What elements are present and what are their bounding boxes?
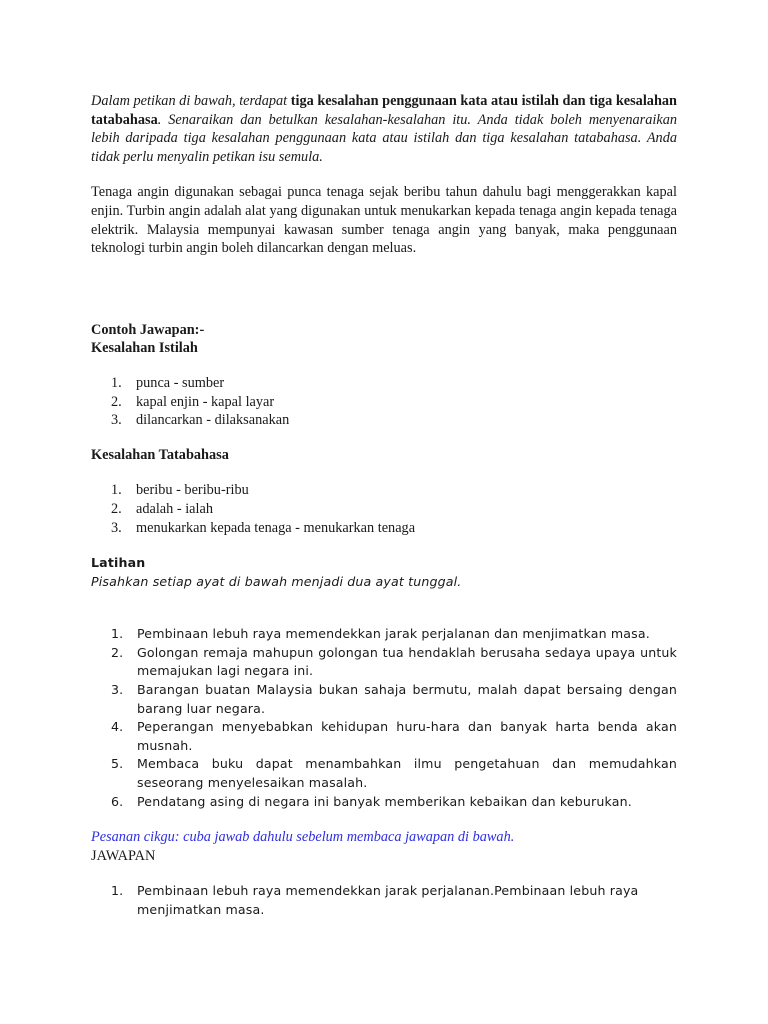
contoh-heading: Contoh Jawapan:- [91,321,205,338]
jawapan-list [91,882,677,919]
list-item: 5. Membaca buku dapat menambahkan ilmu pengetahuan dan memudahkan seseorang menyelesaikan masalah. [111,756,677,791]
list-item: 1. Pembinaan lebuh raya memendekkan jarak perjalanan.Pembinaan lebuh raya menjimatkan masa. [111,883,639,917]
list-item: 1. Pembinaan lebuh raya memendekkan jarak perjalanan dan menjimatkan masa. [111,626,650,642]
instruction-part3: . Senaraikan dan betulkan kesalahan-kesalahan itu. Anda tidak boleh menyenaraikan lebih daripada tiga kesalahan penggunaan kata atau istilah dan tiga kesalahan tatabahasa. Anda tidak perlu menyalin petikan isu semula. [91,111,677,165]
tatabahasa-list [91,481,677,537]
istilah-list [91,374,677,430]
latihan-heading: Latihan [91,555,146,571]
tatabahasa-heading: Kesalahan Tatabahasa [91,446,229,463]
instruction-part1: Dalam petikan di bawah, terdapat [91,93,291,109]
list-item: 2. adalah - ialah [111,500,213,517]
list-item: 2. Golongan remaja mahupun golongan tua hendaklah berusaha sedaya upaya untuk memajukan lagi negara ini. [111,644,677,679]
jawapan-heading: JAWAPAN [91,847,156,864]
latihan-instruction: Pisahkan setiap ayat di bawah menjadi dua ayat tunggal. [91,573,462,589]
istilah-heading: Kesalahan Istilah [91,340,198,357]
list-item: 1. beribu - beribu-ribu [111,482,249,499]
list-item: 3. menukarkan kepada tenaga - menukarkan tenaga [111,519,416,536]
latihan-list [91,625,677,811]
list-item: 4. Peperangan menyebabkan kehidupan huru-hara dan banyak harta benda akan musnah. [111,719,677,753]
teacher-note: Pesanan cikgu: cuba jawab dahulu sebelum membaca jawapan di bawah. [91,829,515,846]
document-page [91,92,677,920]
passage-paragraph: Tenaga angin digunakan sebagai punca tenaga sejak beribu tahun dahulu bagi menggerakkan kapal enjin. Turbin angin adalah alat yang digunakan untuk menukarkan kepada tenaga angin kepada tenaga elektrik. Malaysia mempunyai kawasan sumber tenaga angin yang banyak, maka penggunaan teknologi turbin angin boleh dilancarkan dengan meluas. [91,184,677,257]
list-item: 1. punca - sumber [111,374,225,391]
instruction-paragraph [91,92,677,166]
list-item: 6. Pendatang asing di negara ini banyak memberikan kebaikan dan keburukan. [111,793,632,809]
list-item: 3. Barangan buatan Malaysia bukan sahaja bermutu, malah dapat bersaing dengan barang luar negara. [111,682,677,716]
instruction-bold: tiga kesalahan penggunaan kata atau istilah dan tiga kesalahan tatabahasa [91,93,677,128]
list-item: 3. dilancarkan - dilaksanakan [111,412,290,429]
list-item: 2. kapal enjin - kapal layar [111,393,275,410]
